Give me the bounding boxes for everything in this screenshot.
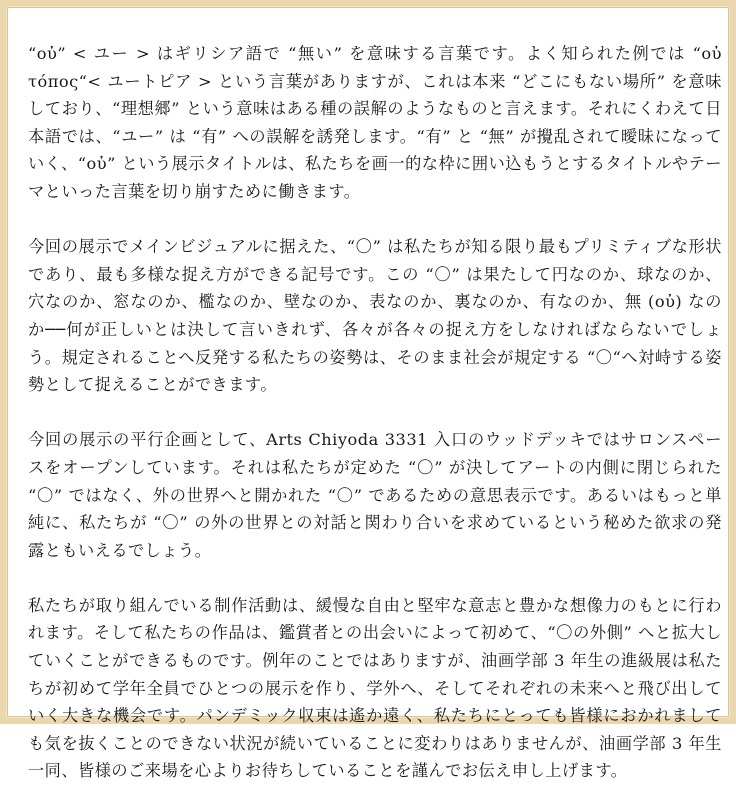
paragraph-title-meaning: “οὐ” < ユー > はギリシア語で “無い” を意味する言葉です。よく知られた例では “οὐ τόπος“< ユートピア > という言葉がありますが、これは本来 “どこにもない場所” を意味しており、“理想郷” という意味はある種の誤解のようなものと言えます。それにくわえて日本語では、“ユー” は “有” への誤解を誘発します。“有” と “無” が攪乱されて曖昧になっていく、“οὐ” という展示タイトルは、私たちを画一的な枠に囲い込もうとするタイトルやテーマといった言葉を切り崩すために働きます。 xyxy=(28,44,722,201)
paragraph-salon-space: 今回の展示の平行企画として、Arts Chiyoda 3331 入口のウッドデッキではサロンスペースをオープンしています。それは私たちが定めた “〇” が決してアートの内側に閉じられた “〇” ではなく、外の世界へと開かれた “〇” であるための意思表示です。あるいはもっと単純に、私たちが “〇” の外の世界との対話と関わり合いを求めているという秘めた欲求の発露ともいえるでしょう。 xyxy=(28,430,722,560)
document-body xyxy=(28,40,722,785)
paragraph-closing-message: 私たちが取り組んでいる制作活動は、緩慢な自由と堅牢な意志と豊かな想像力のもとに行われます。そして私たちの作品は、鑑賞者との出会いによって初めて、“〇の外側” へと拡大していくことができるものです。例年のことではありますが、油画学部 3 年生の進級展は私たちが初めて学年全員でひとつの展示を作り、学外へ、そしてそれぞれの未来へと飛び出していく大きな機会です。パンデミック収束は遙か遠く、私たちにとっても皆様におかれましても気を抜くことのできない状況が続いていることに変わりはありませんが、油画学部 3 年生一同、皆様のご来場を心よりお待ちしていることを謹んでお伝え申し上げます。 xyxy=(28,595,722,781)
paragraph-main-visual: 今回の展示でメインビジュアルに据えた、“〇” は私たちが知る限り最もプリミティブな形状であり、最も多様な捉え方ができる記号です。この “〇” は果たして円なのか、球なのか、穴なのか、窓なのか、檻なのか、壁なのか、表なのか、裏なのか、有なのか、無 (οὐ) なのか──何が正しいとは決して言いきれず、各々が各々の捉え方をしなければならないでしょう。規定されることへ反発する私たちの姿勢は、そのまま社会が規定する “〇“へ対峙する姿勢として捉えることができます。 xyxy=(28,237,722,395)
